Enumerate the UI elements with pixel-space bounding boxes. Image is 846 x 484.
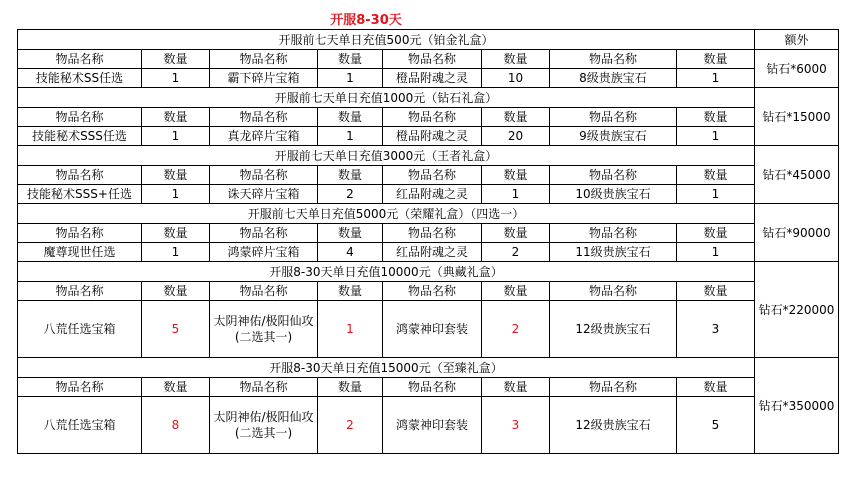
item-name: 鸿蒙神印套装 bbox=[383, 397, 482, 454]
item-quantity: 20 bbox=[482, 127, 550, 146]
header-item-name: 物品名称 bbox=[18, 50, 142, 69]
header-quantity: 数量 bbox=[677, 108, 755, 127]
header-item-name: 物品名称 bbox=[18, 224, 142, 243]
extra-reward: 钻石*45000 bbox=[755, 146, 839, 204]
header-quantity: 数量 bbox=[318, 50, 383, 69]
item-name: 橙品附魂之灵 bbox=[383, 69, 482, 88]
header-item-name: 物品名称 bbox=[550, 50, 677, 69]
item-name: 太阴神佑/极阳仙攻 (二选其一) bbox=[210, 301, 318, 358]
item-quantity: 1 bbox=[677, 243, 755, 262]
header-quantity: 数量 bbox=[482, 166, 550, 185]
extra-reward: 钻石*90000 bbox=[755, 204, 839, 262]
section-title: 开服前七天单日充值3000元（王者礼盒） bbox=[18, 146, 755, 166]
header-quantity: 数量 bbox=[142, 108, 210, 127]
item-name: 诛天碎片宝箱 bbox=[210, 185, 318, 204]
item-name: 橙品附魂之灵 bbox=[383, 127, 482, 146]
page-title: 开服8-30天 bbox=[330, 13, 402, 28]
item-name: 红品附魂之灵 bbox=[383, 243, 482, 262]
header-quantity: 数量 bbox=[142, 224, 210, 243]
header-item-name: 物品名称 bbox=[210, 108, 318, 127]
section-title: 开服前七天单日充值1000元（钻石礼盒） bbox=[18, 88, 755, 108]
item-name: 技能秘术SSS任选 bbox=[18, 127, 142, 146]
header-item-name: 物品名称 bbox=[383, 378, 482, 397]
item-name: 八荒任选宝箱 bbox=[18, 301, 142, 358]
header-quantity: 数量 bbox=[677, 166, 755, 185]
header-item-name: 物品名称 bbox=[550, 224, 677, 243]
header-quantity: 数量 bbox=[142, 378, 210, 397]
item-quantity: 4 bbox=[318, 243, 383, 262]
header-quantity: 数量 bbox=[318, 378, 383, 397]
item-name: 霸下碎片宝箱 bbox=[210, 69, 318, 88]
item-quantity: 5 bbox=[677, 397, 755, 454]
header-item-name: 物品名称 bbox=[210, 224, 318, 243]
header-item-name: 物品名称 bbox=[18, 108, 142, 127]
item-name: 8级贵族宝石 bbox=[550, 69, 677, 88]
header-quantity: 数量 bbox=[482, 224, 550, 243]
item-quantity: 1 bbox=[318, 69, 383, 88]
header-quantity: 数量 bbox=[142, 282, 210, 301]
header-item-name: 物品名称 bbox=[18, 166, 142, 185]
header-item-name: 物品名称 bbox=[383, 108, 482, 127]
header-item-name: 物品名称 bbox=[18, 378, 142, 397]
header-quantity: 数量 bbox=[318, 166, 383, 185]
item-name: 12级贵族宝石 bbox=[550, 301, 677, 358]
item-name: 12级贵族宝石 bbox=[550, 397, 677, 454]
section-title: 开服前七天单日充值500元（铂金礼盒） bbox=[18, 30, 755, 50]
extra-reward: 钻石*220000 bbox=[755, 262, 839, 358]
item-quantity: 1 bbox=[318, 301, 383, 358]
header-item-name: 物品名称 bbox=[550, 166, 677, 185]
item-quantity: 1 bbox=[677, 69, 755, 88]
item-quantity: 1 bbox=[142, 185, 210, 204]
header-quantity: 数量 bbox=[677, 378, 755, 397]
header-item-name: 物品名称 bbox=[550, 108, 677, 127]
header-item-name: 物品名称 bbox=[550, 378, 677, 397]
item-quantity: 1 bbox=[318, 127, 383, 146]
item-name: 10级贵族宝石 bbox=[550, 185, 677, 204]
header-item-name: 物品名称 bbox=[210, 378, 318, 397]
header-item-name: 物品名称 bbox=[383, 166, 482, 185]
item-quantity: 5 bbox=[142, 301, 210, 358]
item-name: 技能秘术SSS+任选 bbox=[18, 185, 142, 204]
item-quantity: 1 bbox=[677, 185, 755, 204]
item-quantity: 1 bbox=[142, 243, 210, 262]
section-title: 开服前七天单日充值5000元（荣耀礼盒）（四选一） bbox=[18, 204, 755, 224]
header-item-name: 物品名称 bbox=[18, 282, 142, 301]
item-name: 太阴神佑/极阳仙攻 (二选其一) bbox=[210, 397, 318, 454]
item-name: 红品附魂之灵 bbox=[383, 185, 482, 204]
recharge-rewards-table bbox=[17, 29, 839, 454]
header-item-name: 物品名称 bbox=[210, 166, 318, 185]
header-item-name: 物品名称 bbox=[383, 224, 482, 243]
extra-reward: 钻石*15000 bbox=[755, 88, 839, 146]
item-name: 魔尊现世任选 bbox=[18, 243, 142, 262]
section-title: 开服8-30天单日充值15000元（至臻礼盒） bbox=[18, 358, 755, 378]
header-quantity: 数量 bbox=[482, 282, 550, 301]
header-quantity: 数量 bbox=[677, 224, 755, 243]
header-quantity: 数量 bbox=[482, 378, 550, 397]
item-name: 鸿蒙碎片宝箱 bbox=[210, 243, 318, 262]
item-name: 技能秘术SS任选 bbox=[18, 69, 142, 88]
item-name: 9级贵族宝石 bbox=[550, 127, 677, 146]
header-quantity: 数量 bbox=[142, 50, 210, 69]
item-name: 真龙碎片宝箱 bbox=[210, 127, 318, 146]
item-quantity: 2 bbox=[318, 397, 383, 454]
item-name: 八荒任选宝箱 bbox=[18, 397, 142, 454]
header-item-name: 物品名称 bbox=[210, 50, 318, 69]
extra-header: 额外 bbox=[755, 30, 839, 50]
item-quantity: 1 bbox=[142, 69, 210, 88]
item-quantity: 1 bbox=[142, 127, 210, 146]
header-quantity: 数量 bbox=[677, 50, 755, 69]
header-quantity: 数量 bbox=[482, 108, 550, 127]
header-quantity: 数量 bbox=[318, 224, 383, 243]
section-title: 开服8-30天单日充值10000元（典藏礼盒） bbox=[18, 262, 755, 282]
item-quantity: 3 bbox=[482, 397, 550, 454]
item-quantity: 1 bbox=[482, 185, 550, 204]
item-quantity: 1 bbox=[677, 127, 755, 146]
header-item-name: 物品名称 bbox=[383, 282, 482, 301]
header-quantity: 数量 bbox=[482, 50, 550, 69]
item-name: 鸿蒙神印套装 bbox=[383, 301, 482, 358]
header-item-name: 物品名称 bbox=[210, 282, 318, 301]
item-quantity: 3 bbox=[677, 301, 755, 358]
item-quantity: 10 bbox=[482, 69, 550, 88]
header-quantity: 数量 bbox=[318, 108, 383, 127]
item-quantity: 2 bbox=[482, 243, 550, 262]
item-name: 11级贵族宝石 bbox=[550, 243, 677, 262]
header-item-name: 物品名称 bbox=[383, 50, 482, 69]
header-quantity: 数量 bbox=[142, 166, 210, 185]
item-quantity: 2 bbox=[318, 185, 383, 204]
extra-reward: 钻石*6000 bbox=[755, 50, 839, 88]
item-quantity: 8 bbox=[142, 397, 210, 454]
item-quantity: 2 bbox=[482, 301, 550, 358]
header-quantity: 数量 bbox=[677, 282, 755, 301]
header-quantity: 数量 bbox=[318, 282, 383, 301]
header-item-name: 物品名称 bbox=[550, 282, 677, 301]
extra-reward: 钻石*350000 bbox=[755, 358, 839, 454]
